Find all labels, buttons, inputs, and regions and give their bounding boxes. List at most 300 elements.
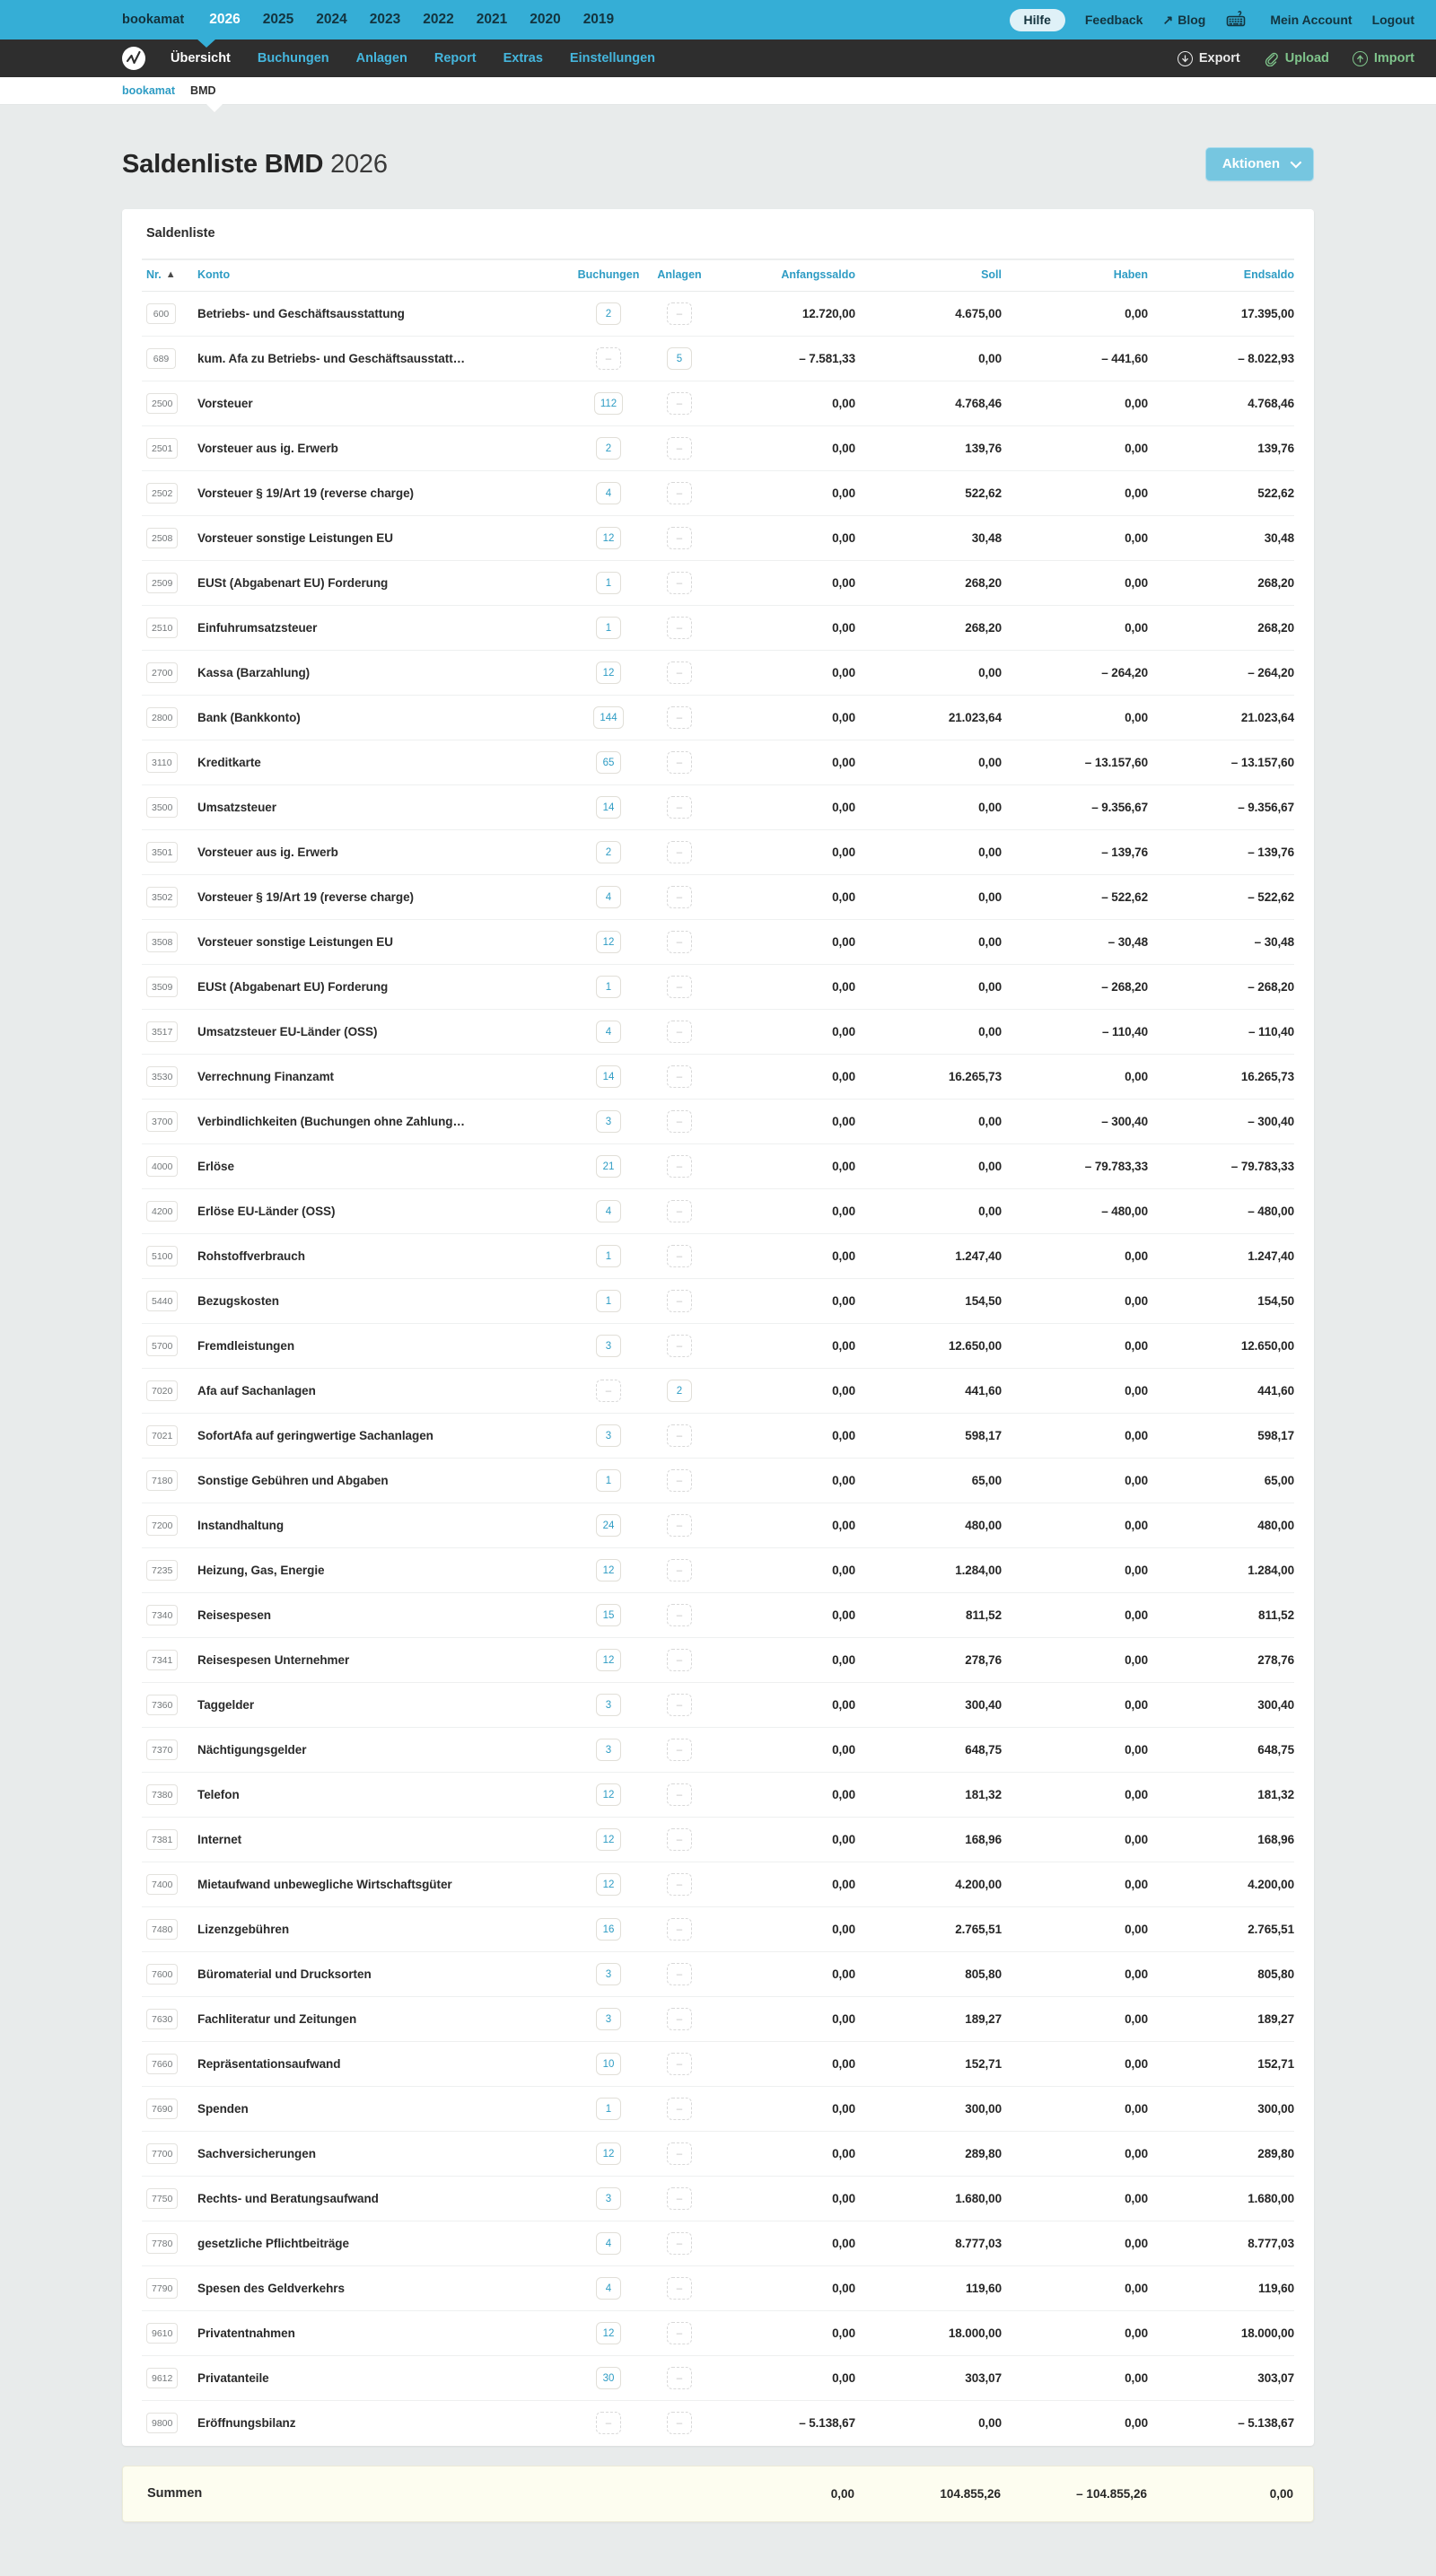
assets-count-badge: – — [667, 2187, 692, 2210]
table-row[interactable] — [142, 1952, 1294, 1997]
row-buchungen-cell — [567, 1728, 650, 1773]
row-soll: 0,00 — [978, 666, 1002, 679]
assets-count-badge: – — [667, 751, 692, 774]
row-endsaldo: 17.395,00 — [1240, 307, 1294, 320]
bookings-count-badge[interactable]: 3 — [596, 1335, 621, 1357]
year-option-2022[interactable]: 2022 — [423, 12, 454, 27]
table-row[interactable] — [142, 830, 1294, 875]
row-account-name[interactable]: Taggelder — [197, 1698, 255, 1712]
feedback-link[interactable]: Feedback — [1084, 13, 1143, 27]
row-soll: 441,60 — [965, 1384, 1002, 1398]
row-soll: 4.200,00 — [955, 1878, 1002, 1891]
bookings-count-badge[interactable]: 12 — [596, 527, 621, 549]
row-account-name[interactable]: Vorsteuer sonstige Leistungen EU — [197, 935, 393, 949]
row-account-name[interactable]: EUSt (Abgabenart EU) Forderung — [197, 980, 389, 994]
table-row[interactable] — [142, 651, 1294, 696]
bookings-count-badge[interactable]: 14 — [596, 796, 621, 819]
row-account-name[interactable]: Rechts- und Beratungsaufwand — [197, 2192, 379, 2205]
row-haben: – 139,76 — [1101, 846, 1148, 859]
summary-row — [143, 2466, 1293, 2521]
row-anlagen-cell — [650, 1818, 709, 1862]
row-account-number-cell — [142, 2401, 197, 2446]
table-row[interactable] — [142, 2132, 1294, 2177]
row-anlagen-cell — [650, 1907, 709, 1952]
nav-item-extras[interactable]: Extras — [503, 51, 543, 66]
year-option-2023[interactable]: 2023 — [369, 12, 401, 27]
bookings-count-badge[interactable]: 24 — [596, 1514, 621, 1537]
row-account-name[interactable]: Reisespesen — [197, 1608, 271, 1622]
column-header-haben[interactable]: Haben — [1002, 259, 1148, 292]
row-haben: 0,00 — [1125, 307, 1148, 320]
account-number-badge: 7600 — [146, 1964, 178, 1985]
bookings-count-badge[interactable]: 1 — [596, 976, 621, 998]
bookings-count-badge[interactable]: 14 — [596, 1065, 621, 1088]
bookings-count-badge[interactable]: 3 — [596, 1963, 621, 1985]
account-number-badge: 7021 — [146, 1425, 178, 1446]
page-title-main: Saldenliste BMD — [122, 149, 324, 179]
table-row[interactable] — [142, 1503, 1294, 1548]
nav-item-einstellungen[interactable]: Einstellungen — [569, 51, 655, 66]
account-number-badge: 7340 — [146, 1605, 178, 1625]
row-anfangssaldo: 0,00 — [832, 1339, 855, 1353]
breadcrumb-item-bookamat[interactable]: bookamat — [122, 84, 176, 97]
bookings-count-badge[interactable]: 1 — [596, 572, 621, 594]
row-account-name[interactable]: Mietaufwand unbewegliche Wirtschaftsgüter — [197, 1878, 452, 1891]
row-endsaldo: 30,48 — [1264, 531, 1294, 545]
table-row[interactable] — [142, 1279, 1294, 1324]
row-account-name[interactable]: Umsatzsteuer — [197, 801, 276, 814]
row-account-number-cell — [142, 1279, 197, 1324]
account-number-badge: 689 — [146, 348, 176, 369]
row-buchungen-cell — [567, 1862, 650, 1907]
export-button[interactable] — [1178, 51, 1240, 66]
row-haben: 0,00 — [1125, 531, 1148, 545]
row-anfangssaldo: 0,00 — [832, 621, 855, 635]
row-account-number-cell — [142, 1638, 197, 1683]
table-row[interactable] — [142, 2401, 1294, 2446]
table-row[interactable] — [142, 471, 1294, 516]
assets-count-badge: – — [667, 2367, 692, 2389]
row-soll: 18.000,00 — [948, 2326, 1002, 2340]
nav-item-anlagen[interactable]: Anlagen — [355, 51, 407, 66]
row-endsaldo: – 522,62 — [1248, 890, 1294, 904]
row-account-number-cell — [142, 2132, 197, 2177]
row-anfangssaldo: – 5.138,67 — [799, 2416, 855, 2431]
row-soll: 480,00 — [965, 1519, 1002, 1532]
bookings-count-badge[interactable]: 3 — [596, 1110, 621, 1133]
row-soll: 2.765,51 — [955, 1923, 1002, 1936]
table-row[interactable] — [142, 1010, 1294, 1055]
row-account-name[interactable]: Spesen des Geldverkehrs — [197, 2282, 345, 2295]
row-buchungen-cell — [567, 1144, 650, 1189]
table-row[interactable] — [142, 2311, 1294, 2356]
bookings-count-badge[interactable]: 4 — [596, 1021, 621, 1043]
row-anlagen-cell — [650, 1683, 709, 1728]
column-header-endsaldo[interactable]: Endsaldo — [1148, 259, 1294, 292]
account-number-badge: 7341 — [146, 1650, 178, 1670]
row-buchungen-cell — [567, 2042, 650, 2087]
table-row[interactable] — [142, 606, 1294, 651]
row-haben: 0,00 — [1125, 621, 1148, 635]
table-row[interactable] — [142, 1862, 1294, 1907]
row-anlagen-cell — [650, 920, 709, 965]
row-account-name[interactable]: Betriebs- und Geschäftsausstattung — [197, 307, 405, 320]
bookings-count-badge[interactable]: 2 — [596, 437, 621, 460]
assets-count-badge: – — [667, 617, 692, 639]
bookings-count-badge[interactable]: 4 — [596, 886, 621, 908]
row-soll: 139,76 — [965, 442, 1002, 455]
row-account-name[interactable]: Privatentnahmen — [197, 2326, 295, 2340]
blog-link[interactable] — [1162, 13, 1205, 28]
row-account-name[interactable]: Reisespesen Unternehmer — [197, 1653, 350, 1667]
bookings-count-badge[interactable]: 15 — [596, 1604, 621, 1626]
bookings-count-badge[interactable]: 12 — [596, 2322, 621, 2344]
row-anlagen-cell — [650, 2087, 709, 2132]
row-account-name[interactable]: Vorsteuer sonstige Leistungen EU — [197, 531, 393, 545]
aktionen-dropdown-button[interactable] — [1205, 147, 1314, 181]
bookings-count-badge[interactable]: 3 — [596, 1424, 621, 1447]
bookings-count-badge[interactable]: 112 — [594, 392, 623, 415]
year-option-2019[interactable]: 2019 — [582, 12, 615, 27]
assets-count-badge: – — [667, 1739, 692, 1761]
bookings-count-badge[interactable]: 12 — [596, 1559, 621, 1582]
bookings-count-badge[interactable]: 12 — [596, 2142, 621, 2165]
bookings-count-badge[interactable]: 12 — [596, 1873, 621, 1896]
row-buchungen-cell — [567, 292, 650, 337]
table-row[interactable] — [142, 426, 1294, 471]
row-soll: 0,00 — [978, 352, 1002, 365]
row-account-name[interactable]: Lizenzgebühren — [197, 1923, 290, 1936]
row-account-name[interactable]: EUSt (Abgabenart EU) Forderung — [197, 576, 389, 590]
bookings-count-badge[interactable]: 4 — [596, 482, 621, 504]
column-header-buchungen[interactable]: Buchungen — [567, 259, 650, 292]
row-account-name[interactable]: Sonstige Gebühren und Abgaben — [197, 1474, 389, 1487]
account-number-badge: 600 — [146, 303, 176, 324]
row-account-name[interactable]: Büromaterial und Drucksorten — [197, 1967, 372, 1981]
row-account-number-cell — [142, 1952, 197, 1997]
row-account-name[interactable]: Heizung, Gas, Energie — [197, 1564, 325, 1577]
bookings-count-badge[interactable]: 2 — [596, 841, 621, 863]
bookings-count-badge[interactable]: 3 — [596, 2187, 621, 2210]
bookings-count-badge[interactable]: 12 — [596, 1828, 621, 1851]
row-account-number-cell — [142, 1773, 197, 1818]
year-option-2026[interactable]: 2026 — [209, 12, 241, 27]
assets-count-badge: – — [667, 706, 692, 729]
table-row[interactable] — [142, 740, 1294, 785]
row-account-name[interactable]: Vorsteuer § 19/Art 19 (reverse charge) — [197, 486, 414, 500]
row-account-name[interactable]: Kassa (Barzahlung) — [197, 666, 311, 679]
account-number-badge: 2800 — [146, 707, 178, 728]
summary-anfangssaldo: 0,00 — [830, 2486, 854, 2501]
row-account-number-cell — [142, 1907, 197, 1952]
row-buchungen-cell — [567, 1503, 650, 1548]
row-account-number-cell — [142, 2311, 197, 2356]
row-anlagen-cell — [650, 337, 709, 381]
year-option-2025[interactable]: 2025 — [262, 12, 294, 27]
table-row[interactable] — [142, 1189, 1294, 1234]
row-account-name[interactable]: gesetzliche Pflichtbeiträge — [197, 2237, 349, 2250]
upload-button[interactable] — [1264, 51, 1329, 66]
row-soll: 598,17 — [965, 1429, 1002, 1442]
row-endsaldo: – 9.356,67 — [1238, 801, 1294, 814]
row-soll: 16.265,73 — [948, 1070, 1002, 1083]
row-buchungen-cell — [567, 1189, 650, 1234]
row-account-name[interactable]: Umsatzsteuer EU-Länder (OSS) — [197, 1025, 378, 1038]
row-haben: 0,00 — [1125, 2326, 1148, 2340]
row-buchungen-cell — [567, 1055, 650, 1100]
bookings-count-badge[interactable]: 4 — [596, 1200, 621, 1222]
nav-item-buchungen[interactable]: Buchungen — [257, 51, 329, 66]
bookings-count-badge[interactable]: 1 — [596, 2098, 621, 2120]
bookings-count-badge[interactable]: 3 — [596, 1739, 621, 1761]
row-account-name[interactable]: Bezugskosten — [197, 1294, 279, 1308]
row-account-name[interactable]: Spenden — [197, 2102, 249, 2116]
row-account-name[interactable]: Vorsteuer aus ig. Erwerb — [197, 442, 338, 455]
table-row[interactable] — [142, 2087, 1294, 2132]
row-account-name[interactable]: SofortAfa auf geringwertige Sachanlagen — [197, 1429, 433, 1442]
import-button[interactable] — [1353, 51, 1414, 66]
column-header-soll[interactable]: Soll — [855, 259, 1002, 292]
row-account-name[interactable]: Internet — [197, 1833, 242, 1846]
table-row[interactable] — [142, 1234, 1294, 1279]
table-row[interactable] — [142, 1773, 1294, 1818]
row-soll: 268,20 — [965, 576, 1002, 590]
column-header-nr-label: Nr. — [146, 268, 162, 281]
table-row[interactable] — [142, 1683, 1294, 1728]
row-account-name[interactable]: Telefon — [197, 1788, 240, 1801]
bookings-count-badge[interactable]: 30 — [596, 2367, 621, 2389]
summary-soll: 104.855,26 — [940, 2486, 1001, 2501]
table-row[interactable] — [142, 2356, 1294, 2401]
row-endsaldo: 805,80 — [1257, 1967, 1294, 1981]
column-header-nr[interactable] — [142, 259, 197, 292]
bookings-count-badge[interactable]: 12 — [596, 931, 621, 953]
row-account-name[interactable]: Afa auf Sachanlagen — [197, 1384, 316, 1398]
table-row[interactable] — [142, 965, 1294, 1010]
account-number-badge: 3508 — [146, 932, 178, 952]
account-number-badge: 3501 — [146, 842, 178, 863]
nav-item-report[interactable]: Report — [433, 51, 477, 66]
row-soll: 189,27 — [965, 2012, 1002, 2026]
table-row[interactable] — [142, 696, 1294, 740]
assets-count-badge[interactable]: 2 — [667, 1380, 692, 1402]
row-anlagen-cell — [650, 1010, 709, 1055]
row-account-name[interactable]: Rohstoffverbrauch — [197, 1249, 305, 1263]
year-option-2021[interactable]: 2021 — [476, 12, 508, 27]
row-account-name[interactable]: Vorsteuer § 19/Art 19 (reverse charge) — [197, 890, 414, 904]
row-account-name[interactable]: kum. Afa zu Betriebs- und Geschäftsausstatt… — [197, 352, 466, 365]
row-account-name[interactable]: Nächtigungsgelder — [197, 1743, 307, 1757]
assets-count-badge[interactable]: 5 — [667, 347, 692, 370]
keyboard-icon[interactable] — [1225, 11, 1247, 29]
row-account-number-cell — [142, 2266, 197, 2311]
my-account-link[interactable]: Mein Account — [1270, 13, 1353, 27]
row-endsaldo: 300,00 — [1257, 2102, 1294, 2116]
row-account-name[interactable]: Sachversicherungen — [197, 2147, 316, 2160]
row-soll: 1.284,00 — [955, 1564, 1002, 1577]
row-account-name[interactable]: Erlöse — [197, 1160, 234, 1173]
row-account-name[interactable]: Fachliteratur und Zeitungen — [197, 2012, 357, 2026]
row-endsaldo: 154,50 — [1257, 1294, 1294, 1308]
row-anlagen-cell — [650, 1728, 709, 1773]
table-row[interactable] — [142, 920, 1294, 965]
row-anfangssaldo: 0,00 — [832, 1653, 855, 1667]
year-option-2024[interactable]: 2024 — [316, 12, 347, 27]
bookings-count-badge[interactable]: 4 — [596, 2277, 621, 2300]
bookings-count-badge[interactable]: 12 — [596, 662, 621, 684]
table-row[interactable] — [142, 1055, 1294, 1100]
bookings-count-badge[interactable]: 3 — [596, 1694, 621, 1716]
row-soll: 522,62 — [965, 486, 1002, 500]
row-account-name[interactable]: Erlöse EU-Länder (OSS) — [197, 1205, 336, 1218]
assets-count-badge: – — [667, 1424, 692, 1447]
row-anfangssaldo: 0,00 — [832, 2237, 855, 2250]
table-row[interactable] — [142, 1548, 1294, 1593]
bookings-count-badge[interactable]: 1 — [596, 1469, 621, 1492]
nav-action-group — [1154, 51, 1436, 66]
row-account-name[interactable]: Verrechnung Finanzamt — [197, 1070, 334, 1083]
row-account-name[interactable]: Vorsteuer aus ig. Erwerb — [197, 846, 338, 859]
bookings-count-badge[interactable]: 12 — [596, 1783, 621, 1806]
table-row[interactable] — [142, 292, 1294, 337]
bookings-count-badge[interactable]: 4 — [596, 2232, 621, 2255]
bookings-count-badge[interactable]: 12 — [596, 1649, 621, 1671]
row-account-number-cell — [142, 426, 197, 471]
row-account-name[interactable]: Fremdleistungen — [197, 1339, 295, 1353]
row-soll: 0,00 — [978, 801, 1002, 814]
assets-count-badge: – — [667, 1469, 692, 1492]
table-row[interactable] — [142, 2221, 1294, 2266]
help-button[interactable]: Hilfe — [1010, 9, 1065, 31]
account-number-badge: 7480 — [146, 1919, 178, 1940]
bookings-count-badge[interactable]: 1 — [596, 617, 621, 639]
assets-count-badge: – — [667, 1110, 692, 1133]
page-body — [0, 105, 1436, 2522]
bookings-count-badge[interactable]: 10 — [596, 2053, 621, 2075]
bookings-count-badge[interactable]: 21 — [596, 1155, 621, 1178]
table-row[interactable] — [142, 1369, 1294, 1414]
table-row[interactable] — [142, 2266, 1294, 2311]
column-header-anlagen[interactable]: Anlagen — [650, 259, 709, 292]
row-anfangssaldo: 12.720,00 — [801, 307, 855, 320]
assets-count-badge: – — [667, 1783, 692, 1806]
row-endsaldo: – 13.157,60 — [1230, 756, 1294, 769]
table-row[interactable] — [142, 1638, 1294, 1683]
row-account-name[interactable]: Repräsentationsaufwand — [197, 2057, 341, 2071]
table-row[interactable] — [142, 1593, 1294, 1638]
table-row[interactable] — [142, 1144, 1294, 1189]
table-row[interactable] — [142, 1459, 1294, 1503]
table-row[interactable] — [142, 1324, 1294, 1369]
assets-count-badge: – — [667, 437, 692, 460]
table-row[interactable] — [142, 1414, 1294, 1459]
row-anlagen-cell — [650, 1862, 709, 1907]
row-account-name[interactable]: Bank (Bankkonto) — [197, 711, 301, 724]
row-account-number-cell — [142, 965, 197, 1010]
row-account-name[interactable]: Kreditkarte — [197, 756, 261, 769]
bookings-count-badge[interactable]: 16 — [596, 1918, 621, 1941]
row-anfangssaldo: 0,00 — [832, 846, 855, 859]
table-row[interactable] — [142, 2042, 1294, 2087]
row-haben: – 522,62 — [1101, 890, 1148, 904]
saldenliste-card — [122, 209, 1314, 2446]
logout-link[interactable]: Logout — [1371, 13, 1414, 27]
table-row[interactable] — [142, 561, 1294, 606]
row-account-name[interactable]: Einfuhrumsatzsteuer — [197, 621, 318, 635]
row-buchungen-cell — [567, 2177, 650, 2221]
row-anlagen-cell — [650, 1459, 709, 1503]
table-row[interactable] — [142, 1997, 1294, 2042]
table-row[interactable] — [142, 516, 1294, 561]
upload-circle-icon — [1353, 51, 1368, 66]
table-row[interactable] — [142, 337, 1294, 381]
account-number-badge: 7700 — [146, 2143, 178, 2164]
row-buchungen-cell — [567, 2401, 650, 2446]
row-account-number-cell — [142, 2087, 197, 2132]
assets-count-badge: – — [667, 662, 692, 684]
row-account-number-cell — [142, 337, 197, 381]
row-account-name[interactable]: Privatanteile — [197, 2371, 269, 2385]
row-account-name[interactable]: Eröffnungsbilanz — [197, 2416, 296, 2431]
row-account-number-cell — [142, 1997, 197, 2042]
table-row[interactable] — [142, 1907, 1294, 1952]
row-anfangssaldo: 0,00 — [832, 980, 855, 994]
row-anfangssaldo: 0,00 — [832, 1384, 855, 1398]
row-account-name[interactable]: Instandhaltung — [197, 1519, 285, 1532]
assets-count-badge: – — [667, 1021, 692, 1043]
bookings-count-badge[interactable]: 144 — [593, 706, 623, 729]
assets-count-badge: – — [667, 1694, 692, 1716]
table-row[interactable] — [142, 2177, 1294, 2221]
table-row[interactable] — [142, 381, 1294, 426]
row-haben: 0,00 — [1125, 1429, 1148, 1442]
row-buchungen-cell — [567, 2221, 650, 2266]
year-option-2020[interactable]: 2020 — [530, 12, 561, 27]
table-row[interactable] — [142, 875, 1294, 920]
row-endsaldo: 181,32 — [1257, 1788, 1294, 1801]
table-row[interactable] — [142, 1100, 1294, 1144]
account-number-badge: 7400 — [146, 1874, 178, 1895]
table-row[interactable] — [142, 1818, 1294, 1862]
row-account-name[interactable]: Vorsteuer — [197, 397, 253, 410]
bookings-count-badge[interactable]: 2 — [596, 302, 621, 325]
nav-item-bersicht[interactable]: Übersicht — [171, 51, 231, 66]
row-endsaldo: 441,60 — [1257, 1384, 1294, 1398]
table-row[interactable] — [142, 785, 1294, 830]
bookings-count-badge[interactable]: 1 — [596, 1245, 621, 1267]
bookings-count-badge[interactable]: 3 — [596, 2008, 621, 2030]
bookamat-check-logo[interactable] — [122, 47, 145, 70]
column-header-konto[interactable]: Konto — [197, 259, 567, 292]
download-circle-icon — [1178, 51, 1193, 66]
table-row[interactable] — [142, 1728, 1294, 1773]
bookings-count-badge[interactable]: 65 — [596, 751, 621, 774]
bookings-count-badge[interactable]: 1 — [596, 1290, 621, 1312]
row-buchungen-cell — [567, 516, 650, 561]
row-haben: 0,00 — [1125, 1294, 1148, 1308]
row-anlagen-cell — [650, 1548, 709, 1593]
account-number-badge: 7780 — [146, 2233, 178, 2254]
row-endsaldo: 278,76 — [1257, 1653, 1294, 1667]
row-account-number-cell — [142, 1144, 197, 1189]
row-account-name[interactable]: Verbindlichkeiten (Buchungen ohne Zahlung… — [197, 1115, 465, 1128]
column-header-anfangssaldo[interactable]: Anfangssaldo — [709, 259, 855, 292]
row-account-number-cell — [142, 651, 197, 696]
assets-count-badge: – — [667, 1649, 692, 1671]
assets-count-badge: – — [667, 392, 692, 415]
assets-count-badge: – — [667, 2322, 692, 2344]
row-buchungen-cell — [567, 785, 650, 830]
